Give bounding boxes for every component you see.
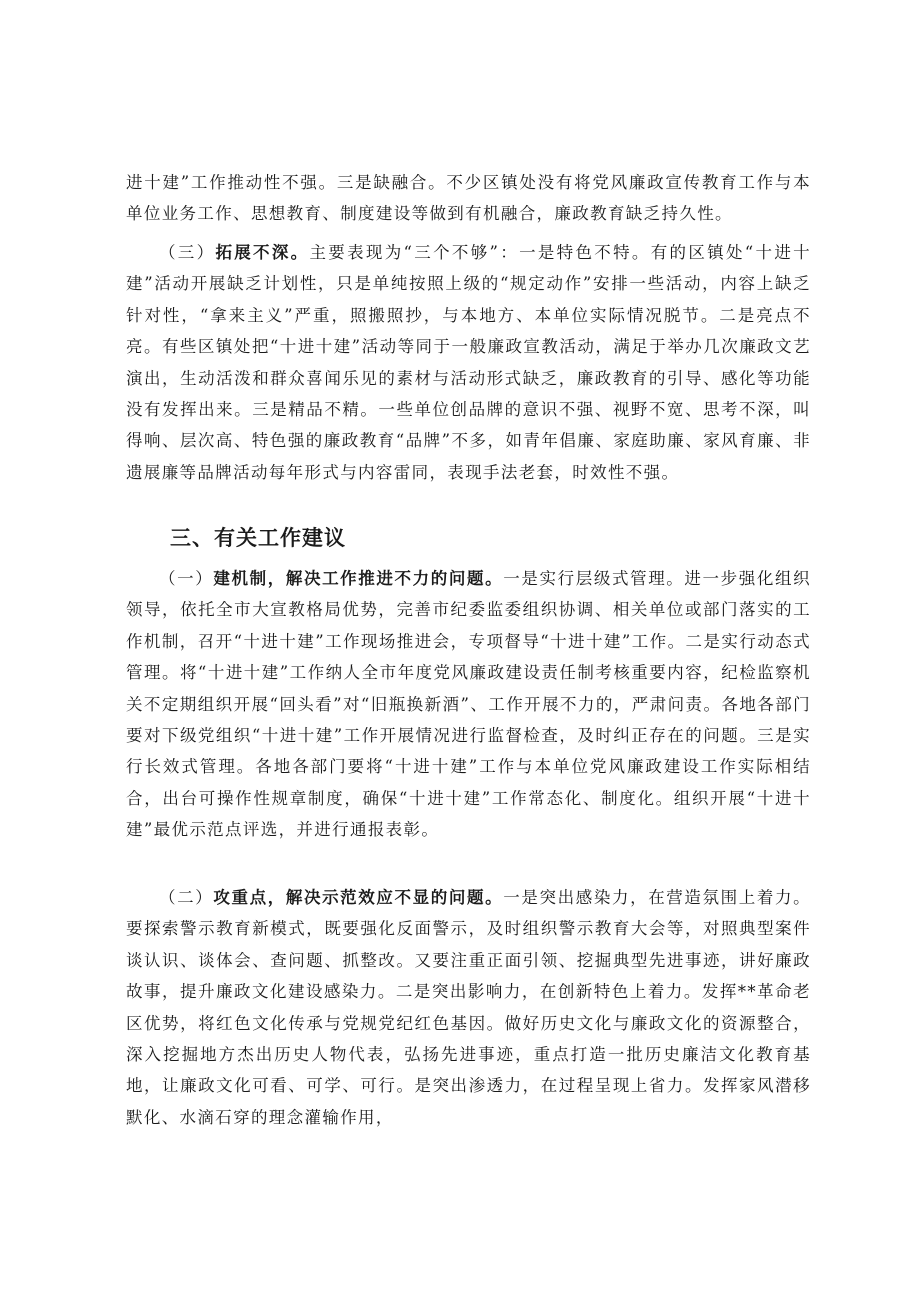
paragraph-text: 一是突出感染力，在营造氛围上着力。要探索警示教育新模式，既要强化反面警示，及时组织警示教育大会等，对照典型案件谈认识、谈体会、查问题、抓整改。又要注重正面引领、挖掘典型先进事迹，讲好廉政故事，提升廉政文化建设感染力。二是突出影响力，在创新特色上着力。发挥**革命老区优势，将红色文化传承与党规党纪红色基因。做好历史文化与廉政文化的资源整合，深入挖掘地方杰出历史人物代表，弘扬先进事迹，重点打造一批历史廉洁文化教育基地，让廉政文化可看、可学、可行。是突出渗透力，在过程呈现上省力。发挥家风潜移默化、水滴石穿的理念灌输作用， <box>126 888 811 1127</box>
paragraph-suggestion-2 <box>126 882 811 1133</box>
section-number: （一） <box>159 569 214 588</box>
paragraph-text: 一是实行层级式管理。进一步强化组织领导，依托全市大宣教格局优势，完善市纪委监委组织协调、相关单位或部门落实的工作机制，召开“十进十建”工作现场推进会，专项督导“十进十建”工作。二是实行动态式管理。将“十进十建”工作纳人全市年度党风廉政建设责任制考核重要内容，纪检监察机关不定期组织开展“回头看”对“旧瓶换新酒”、工作开展不力的，严肃问责。各地各部门要对下级党组织“十进十建”工作开展情况进行监督检查，及时纠正存在的问题。三是实行长效式管理。各地各部门要将“十进十建”工作与本单位党风廉政建设工作实际相结合，出台可操作性规章制度，确保“十进十建”工作常态化、制度化。组织开展“十进十建”最优示范点评选，并进行通报表彰。 <box>126 569 811 840</box>
section-heading: 三、有关工作建议 <box>170 526 346 550</box>
paragraph-text: 主要表现为“三个不够”：一是特色不特。有的区镇处“十进十建”活动开展缺乏计划性，只是单纯按照上级的“规定动作”安排一些活动，内容上缺乏针对性，“拿来主义”严重，照搬照抄，与本地方、本单位实际情况脱节。二是亮点不亮。有些区镇处把“十进十建”活动等同于一般廉政宣教活动，满足于举办几次廉政文艺演出，生动活泼和群众喜闻乐见的素材与活动形式缺乏，廉政教育的引导、感化等功能没有发挥出来。三是精品不精。一些单位创品牌的意识不强、视野不宽、思考不深，叫得响、层次高、特色强的廉政教育“品牌”不多，如青年倡廉、家庭助廉、家风育廉、非遗展廉等品牌活动每年形式与内容雷同，表现手法老套，时效性不强。 <box>126 243 811 482</box>
paragraph-suggestion-1 <box>126 563 811 846</box>
section-lead: 拓展不深。 <box>215 243 310 262</box>
section-lead: 建机制，解决工作推进不力的问题。 <box>213 569 504 588</box>
paragraph-continued <box>126 167 811 230</box>
section-lead: 攻重点，解决示范效应不显的问题。 <box>213 888 504 907</box>
paragraph-section-3 <box>126 237 811 488</box>
paragraph-text: 进十建”工作推动性不强。三是缺融合。不少区镇处没有将党风廉政宣传教育工作与本单位业务工作、思想教育、制度建设等做到有机融合，廉政教育缺乏持久性。 <box>126 173 811 224</box>
section-number: （二） <box>159 888 214 907</box>
section-number: （三） <box>159 243 216 262</box>
